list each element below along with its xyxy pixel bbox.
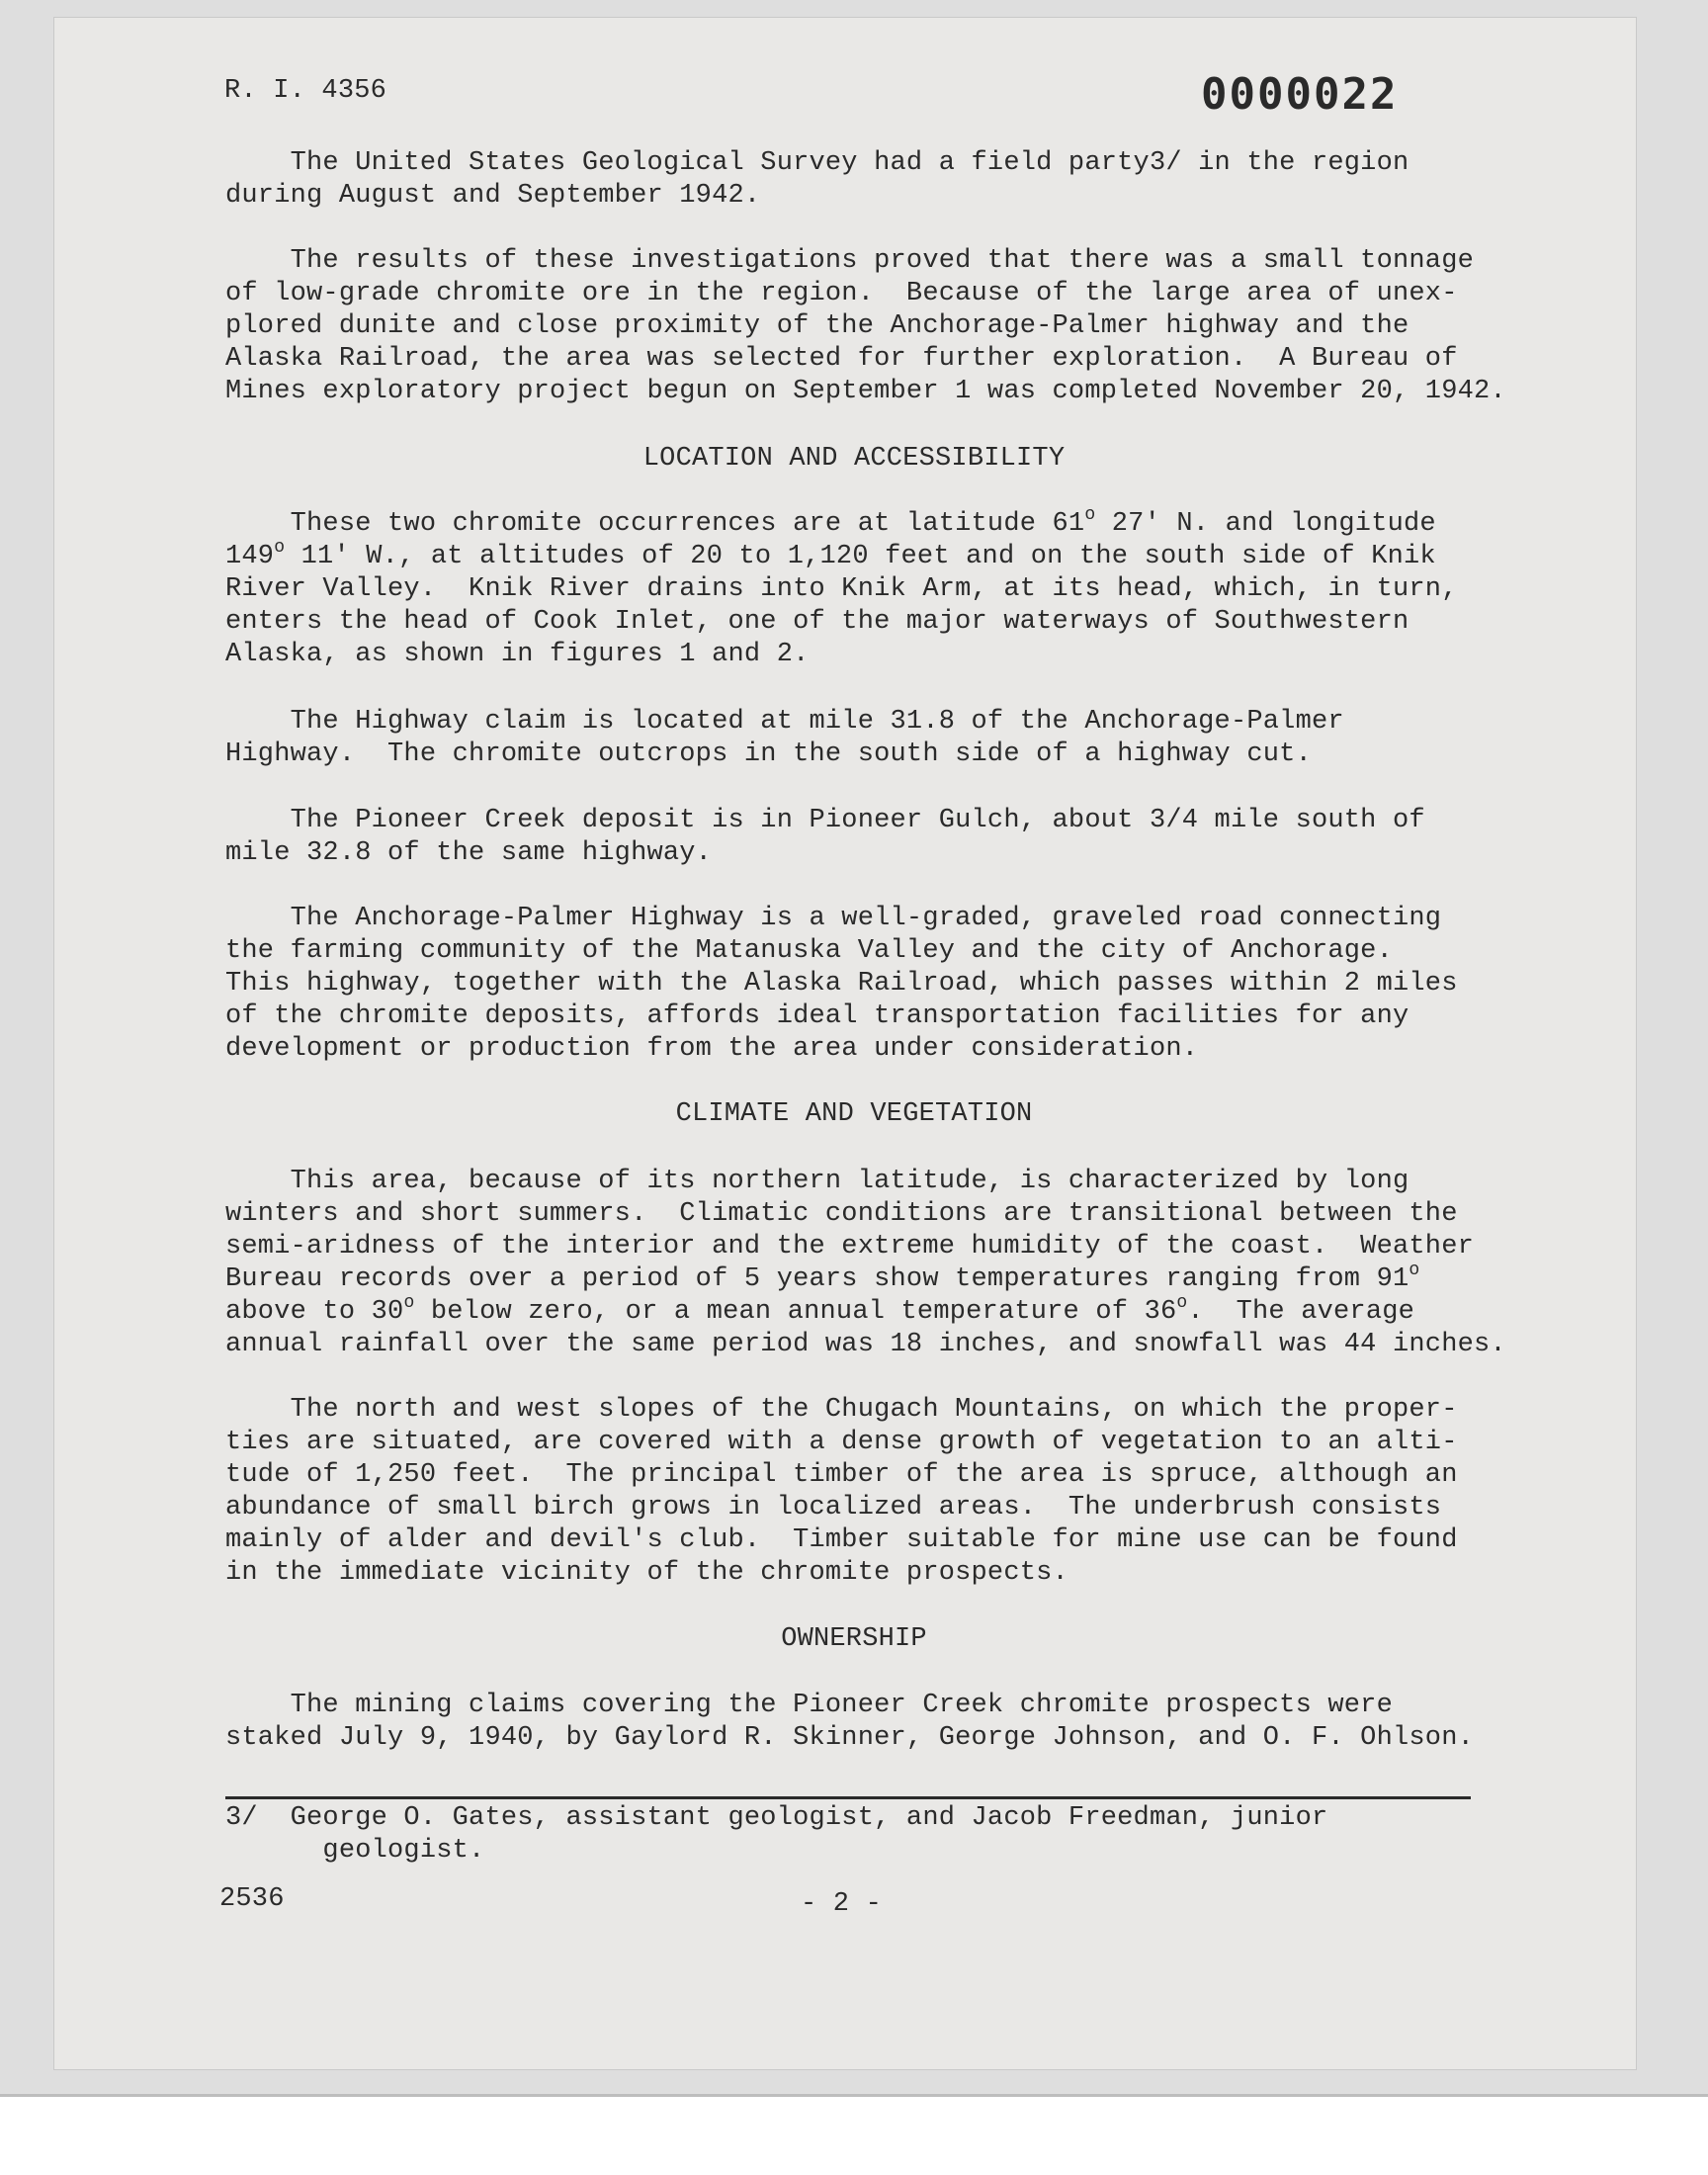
paragraph-line: River Valley. Knik River drains into Knik Arm, at its head, which, in turn, <box>225 574 1458 604</box>
paragraph-line: 149$^o$ 11' W., at altitudes of 20 to 1,120 feet and on the south side of Knik <box>225 538 1436 571</box>
paragraph-line: These two chromite occurrences are at latitude 61$^o$ 27' N. and longitude <box>225 505 1436 539</box>
paragraph-line: of the chromite deposits, affords ideal transportation facilities for any <box>225 1001 1409 1031</box>
paragraph-line: abundance of small birch grows in localized areas. The underbrush consists <box>225 1493 1442 1522</box>
paragraph-line: This highway, together with the Alaska Railroad, which passes within 2 miles <box>225 969 1458 999</box>
section-heading-ownership: OWNERSHIP <box>781 1624 927 1654</box>
paragraph-line: The results of these investigations proved that there was a small tonnage <box>225 246 1475 276</box>
paragraph-line: Highway. The chromite outcrops in the south side of a highway cut. <box>225 740 1312 769</box>
degree-symbol: o <box>274 538 286 558</box>
paragraph-line: The Pioneer Creek deposit is in Pioneer Gulch, about 3/4 mile south of <box>225 806 1425 835</box>
paragraph-line: annual rainfall over the same period was 18 inches, and snowfall was 44 inches. <box>225 1330 1506 1359</box>
page-number: - 2 - <box>801 1889 883 1919</box>
footnote-line: geologist. <box>225 1836 485 1866</box>
paragraph-line: ties are situated, are covered with a dense growth of vegetation to an alti- <box>225 1428 1458 1457</box>
degree-symbol: o <box>403 1293 415 1313</box>
paragraph-line: during August and September 1942. <box>225 181 761 211</box>
footnote-line: 3/ George O. Gates, assistant geologist, and Jacob Freedman, junior <box>225 1803 1328 1833</box>
paragraph-line: staked July 9, 1940, by Gaylord R. Skinner, George Johnson, and O. F. Ohlson. <box>225 1723 1475 1753</box>
document-code: 2536 <box>219 1884 285 1914</box>
degree-symbol: o <box>1409 1261 1420 1280</box>
paragraph-line: enters the head of Cook Inlet, one of the major waterways of Southwestern <box>225 607 1409 637</box>
paragraph-line: mainly of alder and devil's club. Timber suitable for mine use can be found <box>225 1525 1458 1555</box>
paragraph-line: The Anchorage-Palmer Highway is a well-graded, graveled road connecting <box>225 904 1442 933</box>
paragraph-line: The mining claims covering the Pioneer Creek chromite prospects were <box>225 1691 1393 1720</box>
section-heading-location: LOCATION AND ACCESSIBILITY <box>642 444 1066 474</box>
paragraph-line: semi-aridness of the interior and the extreme humidity of the coast. Weather <box>225 1232 1475 1262</box>
paragraph-line: The United States Geological Survey had a field party3/ in the region <box>225 148 1409 178</box>
paragraph-line: Mines exploratory project begun on September 1 was completed November 20, 1942. <box>225 377 1506 406</box>
paragraph-line: The north and west slopes of the Chugach Mountains, on which the proper- <box>225 1395 1458 1425</box>
section-heading-climate: CLIMATE AND VEGETATION <box>675 1099 1033 1129</box>
footnote-divider <box>225 1796 1471 1799</box>
paragraph-line: mile 32.8 of the same highway. <box>225 838 713 868</box>
paragraph-line: above to 30$^o$ below zero, or a mean annual temperature of 36$^o$. The average <box>225 1293 1415 1327</box>
paragraph-line: This area, because of its northern latitude, is characterized by long <box>225 1167 1409 1196</box>
report-reference: R. I. 4356 <box>224 76 387 106</box>
document-number: 0000022 <box>1201 69 1399 120</box>
degree-symbol: o <box>1084 505 1096 525</box>
paragraph-line: Alaska Railroad, the area was selected for further exploration. A Bureau of <box>225 344 1458 374</box>
scan-edge <box>0 2094 1708 2097</box>
paragraph-line: The Highway claim is located at mile 31.8 of the Anchorage-Palmer <box>225 707 1344 737</box>
paragraph-line: in the immediate vicinity of the chromite prospects. <box>225 1558 1068 1588</box>
paragraph-line: Alaska, as shown in figures 1 and 2. <box>225 640 810 669</box>
paragraph-line: of low-grade chromite ore in the region. Because of the large area of unex- <box>225 279 1458 308</box>
degree-symbol: o <box>1176 1293 1188 1313</box>
paragraph-line: winters and short summers. Climatic conditions are transitional between the <box>225 1199 1458 1229</box>
paragraph-line: plored dunite and close proximity of the Anchorage-Palmer highway and the <box>225 311 1409 341</box>
paragraph-line: the farming community of the Matanuska Valley and the city of Anchorage. <box>225 936 1393 966</box>
paragraph-line: tude of 1,250 feet. The principal timber of the area is spruce, although an <box>225 1460 1458 1490</box>
paragraph-line: Bureau records over a period of 5 years show temperatures ranging from 91$^o$ <box>225 1261 1420 1294</box>
paragraph-line: development or production from the area under consideration. <box>225 1034 1199 1064</box>
